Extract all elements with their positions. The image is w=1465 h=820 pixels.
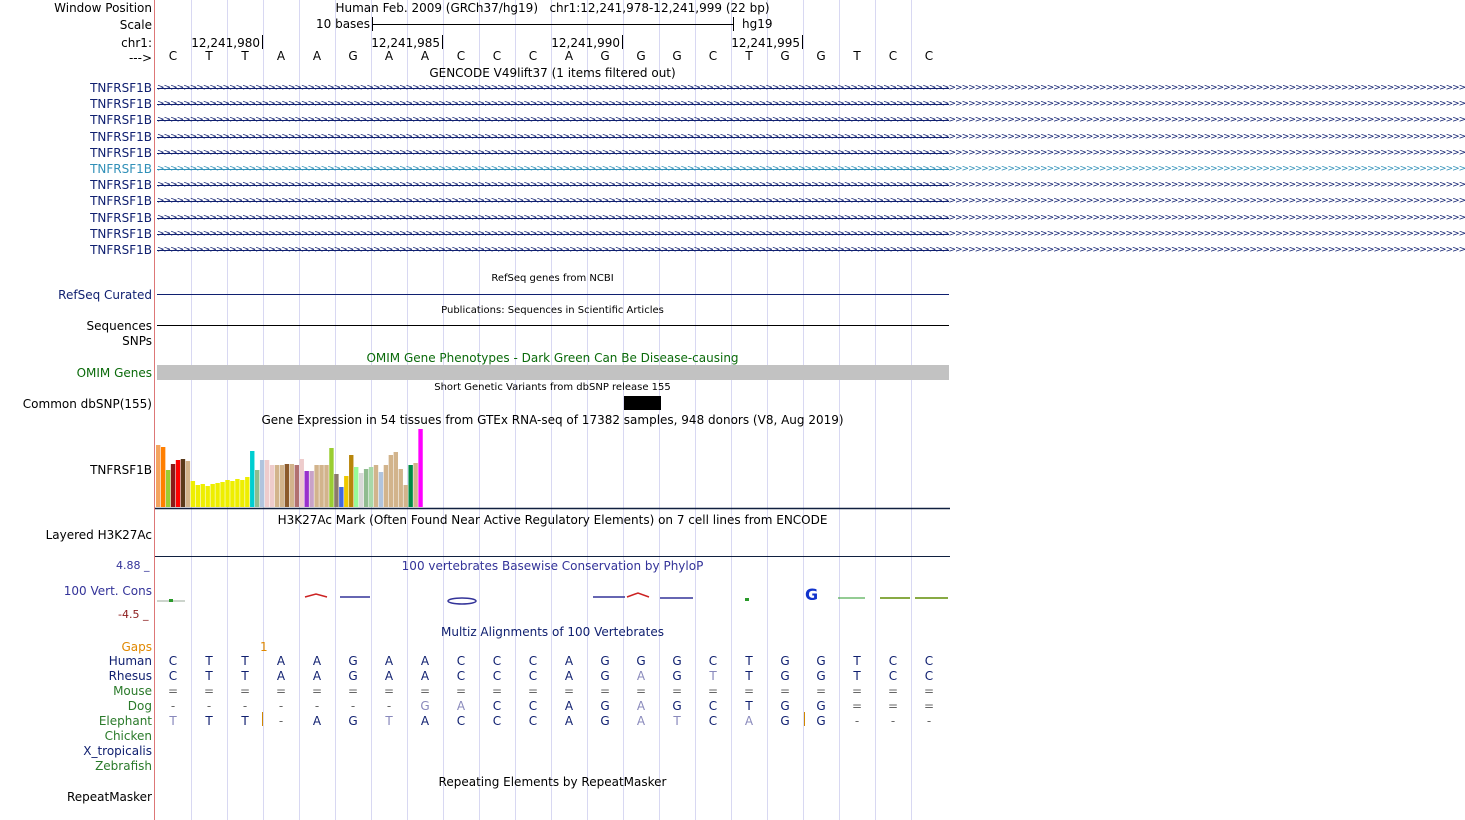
alignment-base: =	[563, 684, 575, 698]
alignment-base: G	[816, 654, 826, 668]
species-label[interactable]: Dog	[127, 699, 152, 713]
alignment-base: C	[708, 654, 718, 668]
alignment-base: T	[241, 669, 249, 683]
gencode-transcript-label[interactable]: TNFRSF1B	[90, 97, 152, 112]
gtex-tissue-bar[interactable]	[230, 481, 234, 507]
alignment-base: =	[275, 684, 287, 698]
gencode-transcript-label[interactable]: TNFRSF1B	[90, 113, 152, 128]
alignment-base: T	[205, 714, 213, 728]
species-label[interactable]: Mouse	[113, 684, 152, 698]
gtex-tissue-bar[interactable]	[354, 467, 358, 507]
alignment-base: A	[276, 669, 286, 683]
phylop-logo-track[interactable]	[155, 582, 950, 608]
alignment-base: A	[276, 654, 286, 668]
alignment-base: A	[312, 714, 322, 728]
alignment-base: G	[816, 699, 826, 713]
gtex-tissue-bar[interactable]	[191, 481, 195, 507]
alignment-base: A	[636, 669, 646, 683]
alignment-base: C	[492, 669, 502, 683]
alignment-base: C	[528, 654, 538, 668]
gencode-strand-arrows: >>>>>>>>>>>>>>>>>>>>>>>>>>>>>>>>>>>>>>>>>>>>>>>>>>>>>>>>>>>>>>>>>>>>>>>>>>>>>>>>>>>>>>>>>>>>>>>>>>>>>>>>>>>>>>>>>>>>>>>>>>>>>>>>>>>>>>>>>>>>>>>>>>>>>>>>>>>>>>>>>>>>>>>>>>>>>>>>>>>>>>>>>>>>>>>>>>>>>>>>	[157, 147, 1465, 158]
alignment-base: -	[278, 714, 284, 728]
gencode-strand-arrows: >>>>>>>>>>>>>>>>>>>>>>>>>>>>>>>>>>>>>>>>>>>>>>>>>>>>>>>>>>>>>>>>>>>>>>>>>>>>>>>>>>>>>>>>>>>>>>>>>>>>>>>>>>>>>>>>>>>>>>>>>>>>>>>>>>>>>>>>>>>>>>>>>>>>>>>>>>>>>>>>>>>>>>>>>>>>>>>>>>>>>>>>>>>>>>>>>>>>>>>>	[157, 115, 1465, 126]
phylop-mark	[448, 598, 476, 604]
alignment-base: G	[600, 699, 610, 713]
alignment-base: T	[169, 714, 177, 728]
phylop-mark: G	[805, 585, 819, 604]
alignment-base: G	[672, 669, 682, 683]
base-letter: C	[708, 49, 718, 63]
base-letter: T	[745, 49, 753, 63]
gtex-tissue-bar[interactable]	[384, 465, 388, 507]
chrom-label: chr1:	[121, 36, 152, 50]
alignment-base: =	[347, 684, 359, 698]
ruler-tick-mark	[442, 35, 443, 49]
omim-title: OMIM Gene Phenotypes - Dark Green Can Be Disease-causing	[366, 351, 739, 365]
alignment-base: -	[170, 699, 176, 713]
alignment-base: A	[384, 669, 394, 683]
gencode-strand-arrows: >>>>>>>>>>>>>>>>>>>>>>>>>>>>>>>>>>>>>>>>>>>>>>>>>>>>>>>>>>>>>>>>>>>>>>>>>>>>>>>>>>>>>>>>>>>>>>>>>>>>>>>>>>>>>>>>>>>>>>>>>>>>>>>>>>>>>>>>>>>>>>>>>>>>>>>>>>>>>>>>>>>>>>>>>>>>>>>>>>>>>>>>>>>>>>>>>>>>>>>>	[157, 228, 1465, 239]
gtex-tissue-bar[interactable]	[369, 467, 373, 507]
scale-label: Scale	[119, 18, 152, 32]
gtex-tissue-bar[interactable]	[250, 451, 254, 507]
base-letter: A	[312, 49, 322, 63]
refseq-title: RefSeq genes from NCBI	[491, 273, 614, 284]
alignment-base: G	[420, 699, 430, 713]
alignment-base: -	[854, 714, 860, 728]
alignment-base: =	[707, 684, 719, 698]
alignment-base: T	[853, 654, 861, 668]
gencode-transcript-label[interactable]: TNFRSF1B	[90, 162, 152, 176]
gtex-tissue-bar[interactable]	[319, 465, 323, 507]
gtex-bar-chart[interactable]	[155, 427, 950, 511]
base-letter: T	[853, 49, 861, 63]
base-letter: A	[420, 49, 430, 63]
alignment-base: G	[600, 714, 610, 728]
alignment-base: G	[780, 654, 790, 668]
gtex-tissue-bar[interactable]	[334, 474, 338, 507]
gencode-title: GENCODE V49lift37 (1 items filtered out)	[429, 66, 676, 80]
phylop-label[interactable]: 100 Vert. Cons	[63, 584, 152, 598]
gtex-tissue-bar[interactable]	[408, 465, 412, 507]
dbsnp-label[interactable]: Common dbSNP(155)	[22, 397, 152, 411]
alignment-base: =	[527, 684, 539, 698]
alignment-base: T	[241, 714, 249, 728]
alignment-base: G	[636, 654, 646, 668]
gtex-tissue-bar[interactable]	[349, 455, 353, 507]
alignment-base: C	[528, 699, 538, 713]
alignment-base: =	[203, 684, 215, 698]
alignment-base: A	[420, 714, 430, 728]
alignment-base: T	[745, 699, 753, 713]
alignment-base: =	[815, 684, 827, 698]
alignment-base: =	[851, 684, 863, 698]
omim-gene-bar[interactable]	[157, 365, 949, 380]
alignment-base: C	[492, 714, 502, 728]
gtex-tissue-bar[interactable]	[171, 464, 175, 507]
gtex-tissue-bar[interactable]	[418, 429, 422, 507]
gencode-strand-arrows: >>>>>>>>>>>>>>>>>>>>>>>>>>>>>>>>>>>>>>>>>>>>>>>>>>>>>>>>>>>>>>>>>>>>>>>>>>>>>>>>>>>>>>>>>>>>>>>>>>>>>>>>>>>>>>>>>>>>>>>>>>>>>>>>>>>>>>>>>>>>>>>>>>>>>>>>>>>>>>>>>>>>>>>>>>>>>>>>>>>>>>>>>>>>>>>>>>>>>>>>	[157, 212, 1465, 223]
repeatmasker-title: Repeating Elements by RepeatMasker	[438, 775, 667, 789]
gtex-tissue-bar[interactable]	[295, 465, 299, 507]
gaps-label: Gaps	[121, 640, 152, 654]
gencode-transcript-label[interactable]: TNFRSF1B	[90, 194, 152, 209]
assembly-position-header	[155, 1, 950, 15]
alignment-base: T	[385, 714, 393, 728]
refseq-gene-line[interactable]	[157, 294, 949, 295]
gtex-tissue-bar[interactable]	[394, 452, 398, 507]
gtex-tissue-bar[interactable]	[305, 471, 309, 507]
gtex-tissue-bar[interactable]	[344, 476, 348, 507]
base-letter: A	[384, 49, 394, 63]
base-letter: G	[636, 49, 646, 63]
alignment-base: C	[456, 669, 466, 683]
alignment-base: C	[888, 654, 898, 668]
ruler-tick-label: 12,241,990	[551, 36, 620, 50]
strand-label: --->	[128, 51, 152, 65]
ruler-tick-mark	[262, 35, 263, 49]
alignment-base: =	[311, 684, 323, 698]
alignment-base: =	[599, 684, 611, 698]
alignment-base: =	[743, 684, 755, 698]
alignment-base: A	[420, 654, 430, 668]
species-label[interactable]: Elephant	[98, 714, 152, 728]
alignment-base: C	[528, 669, 538, 683]
scale-bar-left-tick	[372, 17, 373, 31]
alignment-base: -	[386, 699, 392, 713]
alignment-base: G	[672, 699, 682, 713]
gencode-strand-arrows: >>>>>>>>>>>>>>>>>>>>>>>>>>>>>>>>>>>>>>>>>>>>>>>>>>>>>>>>>>>>>>>>>>>>>>>>>>>>>>>>>>>>>>>>>>>>>>>>>>>>>>>>>>>>>>>>>>>>>>>>>>>>>>>>>>>>>>>>>>>>>>>>>>>>>>>>>>>>>>>>>>>>>>>>>>>>>>>>>>>>>>>>>>>>>>>>>>>>>>>>	[157, 83, 1465, 93]
gencode-strand-arrows: >>>>>>>>>>>>>>>>>>>>>>>>>>>>>>>>>>>>>>>>>>>>>>>>>>>>>>>>>>>>>>>>>>>>>>>>>>>>>>>>>>>>>>>>>>>>>>>>>>>>>>>>>>>>>>>>>>>>>>>>>>>>>>>>>>>>>>>>>>>>>>>>>>>>>>>>>>>>>>>>>>>>>>>>>>>>>>>>>>>>>>>>>>>>>>>>>>>>>>>>	[157, 131, 1465, 142]
alignment-base: A	[564, 699, 574, 713]
alignment-base: =	[887, 699, 899, 713]
gencode-transcript-label[interactable]: TNFRSF1B	[90, 243, 152, 257]
gtex-tissue-bar[interactable]	[309, 471, 313, 507]
alignment-base: C	[528, 714, 538, 728]
alignment-base: A	[420, 669, 430, 683]
alignment-base: =	[923, 699, 935, 713]
alignment-base: A	[312, 654, 322, 668]
alignment-base: =	[923, 684, 935, 698]
alignment-base: G	[780, 699, 790, 713]
alignment-base: =	[671, 684, 683, 698]
alignment-base: T	[205, 669, 213, 683]
alignment-base: G	[780, 669, 790, 683]
gtex-tissue-bar[interactable]	[270, 465, 274, 507]
h3k27ac-label[interactable]: Layered H3K27Ac	[45, 528, 152, 542]
alignment-base: G	[348, 669, 358, 683]
base-letter: C	[888, 49, 898, 63]
scale-bar	[372, 24, 734, 25]
gtex-tissue-bar[interactable]	[364, 469, 368, 507]
gtex-tissue-bar[interactable]	[240, 480, 244, 507]
alignment-base: A	[744, 714, 754, 728]
gtex-tissue-bar[interactable]	[374, 465, 378, 507]
alignment-base: C	[168, 654, 178, 668]
gtex-tissue-bar[interactable]	[225, 480, 229, 507]
base-letter: G	[672, 49, 682, 63]
alignment-base: =	[887, 684, 899, 698]
alignment-base: A	[564, 714, 574, 728]
alignment-base: =	[239, 684, 251, 698]
alignment-base: C	[708, 699, 718, 713]
alignment-base: -	[926, 714, 932, 728]
phylop-mark	[169, 599, 173, 602]
alignment-base: -	[206, 699, 212, 713]
species-label[interactable]: Human	[108, 654, 152, 668]
alignment-base: =	[635, 684, 647, 698]
base-letter: G	[816, 49, 826, 63]
phylop-mark	[627, 593, 649, 597]
alignment-base: C	[708, 714, 718, 728]
alignment-base: -	[350, 699, 356, 713]
ruler-tick-mark	[622, 35, 623, 49]
gtex-label[interactable]: TNFRSF1B	[90, 463, 152, 477]
alignment-base: =	[455, 684, 467, 698]
species-label[interactable]: X_tropicalis	[83, 744, 152, 758]
gtex-tissue-bar[interactable]	[324, 465, 328, 507]
gap-marker: 1	[260, 640, 268, 654]
alignment-base: T	[853, 669, 861, 683]
alignment-base: C	[492, 654, 502, 668]
gtex-title: Gene Expression in 54 tissues from GTEx RNA-seq of 17382 samples, 948 donors (V8, Aug 2019)	[261, 413, 844, 427]
gencode-transcript-label[interactable]: TNFRSF1B	[90, 178, 152, 193]
gencode-strand-arrows: >>>>>>>>>>>>>>>>>>>>>>>>>>>>>>>>>>>>>>>>>>>>>>>>>>>>>>>>>>>>>>>>>>>>>>>>>>>>>>>>>>>>>>>>>>>>>>>>>>>>>>>>>>>>>>>>>>>>>>>>>>>>>>>>>>>>>>>>>>>>>>>>>>>>>>>>>>>>>>>>>>>>>>>>>>>>>>>>>>>>>>>>>>>>>>>>>>>>>>>>	[157, 196, 1465, 207]
alignment-base: A	[564, 669, 574, 683]
alignment-base: A	[312, 669, 322, 683]
gtex-tissue-bar[interactable]	[156, 445, 160, 507]
gtex-tissue-bar[interactable]	[210, 484, 214, 507]
gtex-tissue-bar[interactable]	[260, 460, 264, 507]
alignment-base: -	[242, 699, 248, 713]
alignment-base: G	[672, 654, 682, 668]
phylop-min-label: -4.5 _	[118, 608, 149, 621]
gtex-tissue-bar[interactable]	[215, 483, 219, 507]
dbsnp-variant-box[interactable]	[624, 396, 661, 410]
sequences-line[interactable]	[157, 325, 949, 326]
phylop-max-label: 4.88 _	[116, 559, 150, 572]
gtex-tissue-bar[interactable]	[389, 455, 393, 507]
alignment-base: =	[383, 684, 395, 698]
alignment-base: C	[168, 669, 178, 683]
gtex-tissue-bar[interactable]	[359, 473, 363, 507]
alignment-base: G	[348, 654, 358, 668]
alignment-base: C	[456, 714, 466, 728]
gencode-transcript-label[interactable]: TNFRSF1B	[90, 129, 152, 144]
ruler-tick-mark	[802, 35, 803, 49]
gtex-tissue-bar[interactable]	[275, 465, 279, 507]
alignment-base: C	[492, 699, 502, 713]
base-letter: T	[241, 49, 249, 63]
base-letter: G	[780, 49, 790, 63]
base-letter: T	[205, 49, 213, 63]
alignment-base: T	[673, 714, 681, 728]
alignment-base: T	[709, 669, 717, 683]
gtex-tissue-bar[interactable]	[404, 485, 408, 507]
scale-text: 10 bases	[316, 17, 370, 31]
alignment-base: T	[745, 654, 753, 668]
gtex-tissue-bar[interactable]	[329, 448, 333, 507]
alignment-base: T	[745, 669, 753, 683]
alignment-base: A	[384, 654, 394, 668]
alignment-base: T	[205, 654, 213, 668]
base-letter: A	[276, 49, 286, 63]
alignment-base: G	[348, 714, 358, 728]
alignment-base: G	[816, 714, 826, 728]
gtex-tissue-bar[interactable]	[161, 447, 165, 507]
phylop-mark	[305, 594, 327, 597]
gtex-tissue-bar[interactable]	[220, 482, 224, 507]
gtex-tissue-bar[interactable]	[245, 477, 249, 507]
gtex-tissue-bar[interactable]	[339, 487, 343, 507]
base-letter: C	[456, 49, 466, 63]
omim-label[interactable]: OMIM Genes	[76, 366, 152, 380]
alignment-base: A	[456, 699, 466, 713]
sequences-label[interactable]: Sequences	[86, 319, 152, 333]
species-label[interactable]: Chicken	[104, 729, 152, 743]
scale-bar-right-tick	[733, 17, 734, 31]
gencode-strand-arrows: >>>>>>>>>>>>>>>>>>>>>>>>>>>>>>>>>>>>>>>>>>>>>>>>>>>>>>>>>>>>>>>>>>>>>>>>>>>>>>>>>>>>>>>>>>>>>>>>>>>>>>>>>>>>>>>>>>>>>>>>>>>>>>>>>>>>>>>>>>>>>>>>>>>>>>>>>>>>>>>>>>>>>>>>>>>>>>>>>>>>>>>>>>>>>>>>>>>>>>>>	[157, 180, 1465, 191]
gtex-tissue-bar[interactable]	[255, 470, 259, 507]
alignment-base: C	[924, 654, 934, 668]
ruler-tick-label: 12,241,995	[731, 36, 800, 50]
gtex-tissue-bar[interactable]	[413, 463, 417, 507]
gencode-transcript-label[interactable]: TNFRSF1B	[90, 210, 152, 225]
alignment-base: T	[241, 654, 249, 668]
alignment-base: G	[600, 654, 610, 668]
base-letter: C	[528, 49, 538, 63]
alignment-base: -	[314, 699, 320, 713]
ruler-tick-label: 12,241,980	[191, 36, 260, 50]
alignment-base: -	[890, 714, 896, 728]
gtex-tissue-bar[interactable]	[399, 469, 403, 507]
assembly-text: Human Feb. 2009 (GRCh37/hg19)	[335, 1, 538, 15]
elephant-insertion-marker	[804, 712, 805, 726]
alignment-base: A	[564, 654, 574, 668]
alignment-base: G	[780, 714, 790, 728]
gtex-tissue-bar[interactable]	[181, 459, 185, 507]
alignment-base: C	[456, 654, 466, 668]
multiz-title: Multiz Alignments of 100 Vertebrates	[440, 625, 665, 639]
snps-label[interactable]: SNPs	[122, 334, 152, 348]
species-label[interactable]: Rhesus	[108, 669, 152, 683]
gencode-strand-arrows: >>>>>>>>>>>>>>>>>>>>>>>>>>>>>>>>>>>>>>>>>>>>>>>>>>>>>>>>>>>>>>>>>>>>>>>>>>>>>>>>>>>>>>>>>>>>>>>>>>>>>>>>>>>>>>>>>>>>>>>>>>>>>>>>>>>>>>>>>>>>>>>>>>>>>>>>>>>>>>>>>>>>>>>>>>>>>>>>>>>>>>>>>>>>>>>>>>>>>>>>	[157, 99, 1465, 110]
alignment-base: G	[600, 669, 610, 683]
alignment-base: C	[888, 669, 898, 683]
gencode-transcript-label[interactable]: TNFRSF1B	[90, 226, 152, 241]
gtex-tissue-bar[interactable]	[186, 461, 190, 507]
ruler-tick-label: 12,241,985	[371, 36, 440, 50]
gtex-tissue-bar[interactable]	[280, 465, 284, 507]
publications-title: Publications: Sequences in Scientific Articles	[441, 305, 664, 316]
alignment-base: =	[167, 684, 179, 698]
alignment-base: =	[851, 699, 863, 713]
h3k27ac-title: H3K27Ac Mark (Often Found Near Active Regulatory Elements) on 7 cell lines from ENCODE	[277, 513, 828, 527]
gencode-transcript-label[interactable]: TNFRSF1B	[90, 81, 152, 95]
alignment-base: A	[636, 699, 646, 713]
base-letter: G	[600, 49, 610, 63]
base-letter: C	[924, 49, 934, 63]
position-text[interactable]: chr1:12,241,978-12,241,999 (22 bp)	[549, 1, 770, 15]
gtex-tissue-bar[interactable]	[166, 470, 170, 507]
gencode-strand-arrows: >>>>>>>>>>>>>>>>>>>>>>>>>>>>>>>>>>>>>>>>>>>>>>>>>>>>>>>>>>>>>>>>>>>>>>>>>>>>>>>>>>>>>>>>>>>>>>>>>>>>>>>>>>>>>>>>>>>>>>>>>>>>>>>>>>>>>>>>>>>>>>>>>>>>>>>>>>>>>>>>>>>>>>>>>>>>>>>>>>>>>>>>>>>>>>>>>>>>>>>>	[157, 245, 1465, 255]
alignment-base: A	[636, 714, 646, 728]
gtex-tissue-bar[interactable]	[379, 472, 383, 507]
gtex-tissue-bar[interactable]	[176, 460, 180, 507]
alignment-base: =	[419, 684, 431, 698]
gtex-tissue-bar[interactable]	[285, 464, 289, 507]
base-letter: C	[492, 49, 502, 63]
gtex-tissue-bar[interactable]	[300, 459, 304, 507]
repeatmasker-label[interactable]: RepeatMasker	[66, 790, 152, 804]
gtex-tissue-bar[interactable]	[265, 460, 269, 507]
gtex-tissue-bar[interactable]	[314, 465, 318, 507]
species-label[interactable]: Zebrafish	[95, 759, 152, 773]
h3k27ac-baseline	[155, 556, 950, 557]
alignment-base: =	[491, 684, 503, 698]
base-letter: G	[348, 49, 358, 63]
refseq-label[interactable]: RefSeq Curated	[58, 288, 152, 302]
gencode-transcript-label[interactable]: TNFRSF1B	[90, 145, 152, 160]
alignment-base: =	[779, 684, 791, 698]
dbsnp-title: Short Genetic Variants from dbSNP release 155	[434, 382, 671, 393]
gencode-strand-arrows: >>>>>>>>>>>>>>>>>>>>>>>>>>>>>>>>>>>>>>>>>>>>>>>>>>>>>>>>>>>>>>>>>>>>>>>>>>>>>>>>>>>>>>>>>>>>>>>>>>>>>>>>>>>>>>>>>>>>>>>>>>>>>>>>>>>>>>>>>>>>>>>>>>>>>>>>>>>>>>>>>>>>>>>>>>>>>>>>>>>>>>>>>>>>>>>>>>>>>>>>	[157, 164, 1465, 174]
db-text: hg19	[742, 17, 773, 31]
alignment-base: -	[278, 699, 284, 713]
window-position-label: Window Position	[54, 1, 152, 15]
gtex-tissue-bar[interactable]	[235, 479, 239, 507]
phylop-mark	[745, 598, 749, 601]
gtex-tissue-bar[interactable]	[206, 486, 210, 507]
alignment-base: C	[924, 669, 934, 683]
gtex-tissue-bar[interactable]	[196, 485, 200, 507]
phylop-title: 100 vertebrates Basewise Conservation by PhyloP	[401, 559, 704, 573]
gtex-tissue-bar[interactable]	[290, 464, 294, 507]
elephant-insertion-marker	[262, 712, 263, 726]
alignment-base: G	[816, 669, 826, 683]
base-letter: A	[564, 49, 574, 63]
base-letter: C	[168, 49, 178, 63]
gtex-tissue-bar[interactable]	[201, 484, 205, 507]
